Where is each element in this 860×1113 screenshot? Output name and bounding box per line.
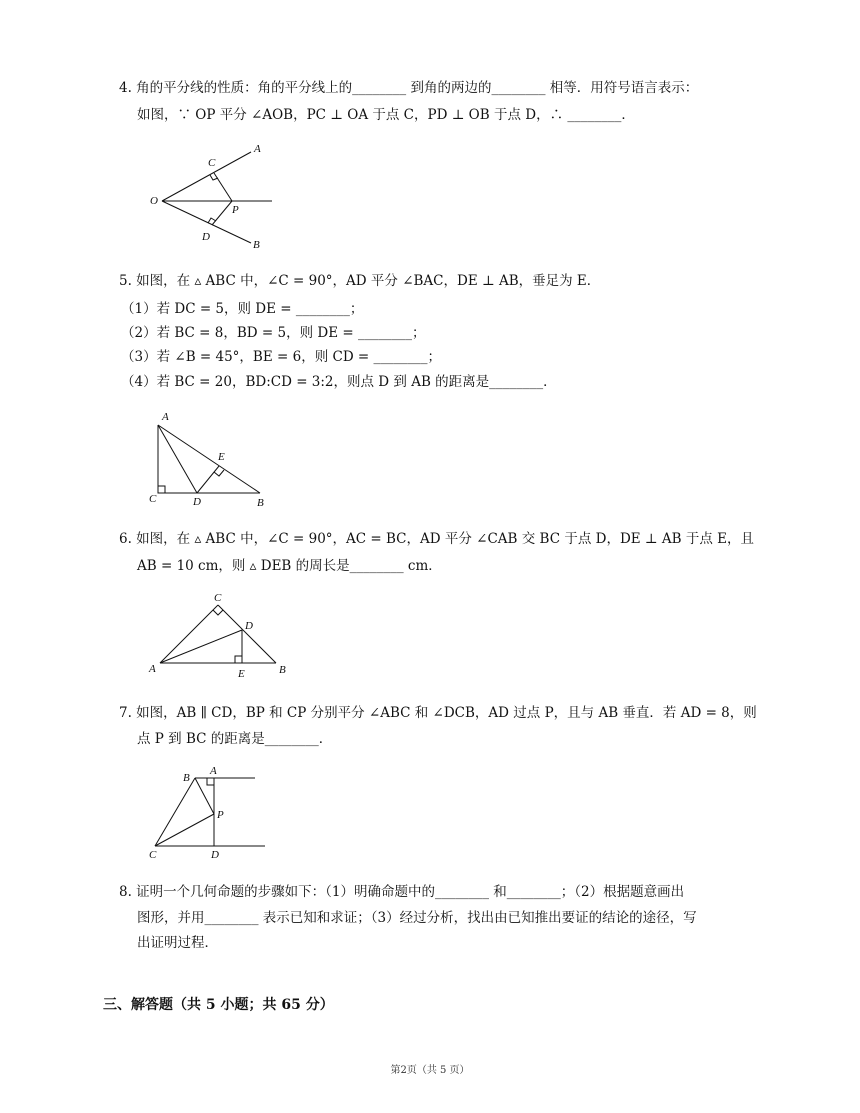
side-ac <box>160 605 218 663</box>
q7-figure <box>140 758 280 872</box>
right-angle-e <box>235 656 242 663</box>
side-cb <box>218 605 276 663</box>
q8-line2: 图形，并用________ 表示已知和求证；（3）经过分析，找出由已知推出要证的结论的途径，写 <box>137 910 697 926</box>
label-b: B <box>183 772 190 784</box>
label-b: B <box>257 497 264 509</box>
bisector-ad <box>160 630 242 663</box>
q8-line3: 出证明过程． <box>137 935 218 951</box>
q7-line2: 点 P 到 BC 的距离是________． <box>137 731 333 747</box>
side-ab <box>158 425 260 493</box>
section-title: 三、解答题（共 5 小题；共 65 分） <box>103 997 334 1013</box>
q8-line1: 8. 证明一个几何命题的步骤如下：（1）明确命题中的________ 和________；（2）根据题意画出 <box>119 884 685 900</box>
label-a: A <box>149 663 156 675</box>
right-angle-c <box>158 486 165 493</box>
page-footer: 第2页（共 5 页） <box>390 1065 470 1076</box>
q5-figure <box>140 405 280 519</box>
label-a: A <box>254 143 261 155</box>
label-d: D <box>202 231 210 243</box>
label-e: E <box>218 451 225 463</box>
q4-line2: 如图，∵ OP 平分 ∠AOB，PC ⊥ OA 于点 C，PD ⊥ OB 于点 D，∴ ________． <box>137 107 635 123</box>
q5-stem: 5. 如图，在 ▵ ABC 中，∠C = 90°，AD 平分 ∠BAC，DE ⊥ AB，垂足为 E． <box>119 273 601 289</box>
segment-de <box>197 466 219 493</box>
q4-line1: 4. 角的平分线的性质：角的平分线上的________ 到角的两边的________ 相等．用符号语言表示： <box>119 80 699 96</box>
q4-figure <box>140 138 290 257</box>
label-p: P <box>232 204 239 216</box>
segment-bc <box>155 778 195 846</box>
label-b: B <box>253 239 260 251</box>
q5-part1: （1）若 DC = 5，则 DE = ________； <box>121 301 364 317</box>
label-c: C <box>208 157 216 169</box>
label-c: C <box>149 493 157 505</box>
label-d: D <box>193 496 201 508</box>
segment-pc <box>214 173 232 201</box>
q5-part4: （4）若 BC = 20，BD:CD = 3:2，则点 D 到 AB 的距离是________． <box>121 374 557 390</box>
q6-line2: AB = 10 cm，则 ▵ DEB 的周长是________ cm． <box>137 558 442 574</box>
q5-part2: （2）若 BC = 8，BD = 5，则 DE = ________； <box>121 325 426 341</box>
segment-pd <box>212 201 232 225</box>
label-b: B <box>279 664 286 676</box>
label-e: E <box>238 668 245 680</box>
q6-line1: 6. 如图，在 ▵ ABC 中，∠C = 90°，AC = BC，AD 平分 ∠CAB 交 BC 于点 D，DE ⊥ AB 于点 E，且 <box>119 531 755 547</box>
label-o: O <box>150 195 158 207</box>
label-a: A <box>162 411 169 423</box>
right-angle-a <box>207 778 214 785</box>
label-p: P <box>217 809 224 821</box>
q7-line1: 7. 如图，AB ∥ CD，BP 和 CP 分别平分 ∠ABC 和 ∠DCB，AD 过点 P，且与 AB 垂直．若 AD = 8，则 <box>119 705 757 721</box>
bisector-ad <box>158 425 197 493</box>
label-d: D <box>211 849 219 861</box>
right-angle-c <box>213 610 223 615</box>
label-c: C <box>214 592 222 604</box>
label-c: C <box>149 849 157 861</box>
q6-figure <box>140 585 300 689</box>
segment-bp <box>195 778 214 814</box>
label-a: A <box>210 765 217 777</box>
label-d: D <box>245 620 253 632</box>
ray-oa <box>162 152 251 201</box>
q5-part3: （3）若 ∠B = 45°，BE = 6，则 CD = ________； <box>121 349 442 365</box>
